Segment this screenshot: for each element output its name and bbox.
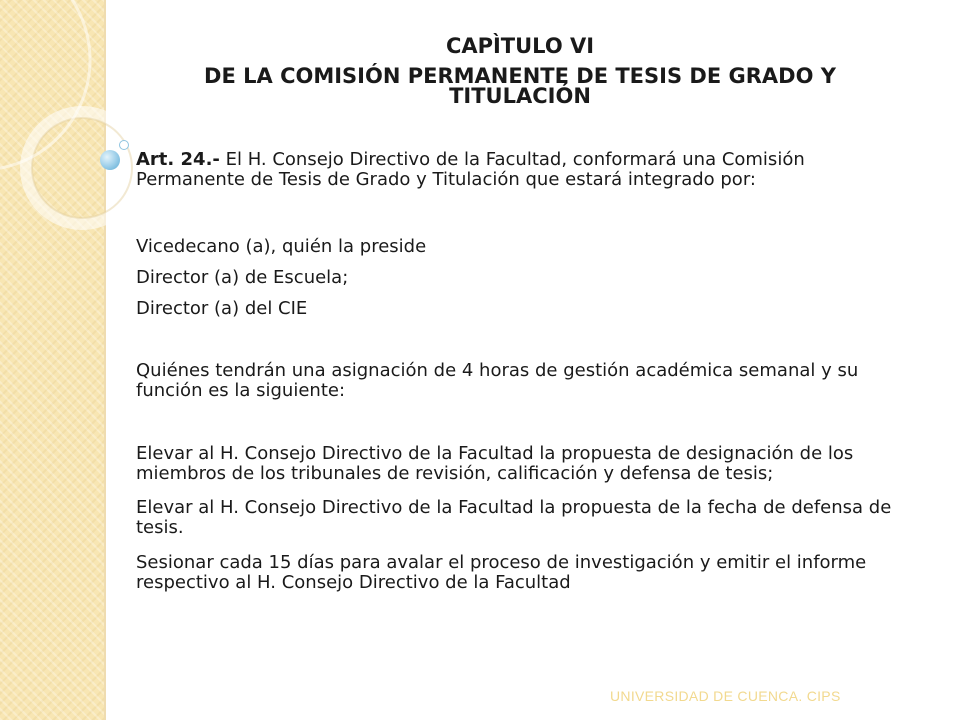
- member-item: Director (a) del CIE: [136, 298, 308, 319]
- function-item: Elevar al H. Consejo Directivo de la Facultad la propuesta de la fecha de defensa de tesis.: [136, 497, 892, 538]
- article-paragraph: [136, 150, 916, 190]
- outer-arc: [0, 0, 90, 170]
- function-item: Sesionar cada 15 días para avalar el proceso de investigación y emitir el informe respectivo al H. Consejo Directivo de la Facultad: [136, 552, 867, 593]
- function-item: Elevar al H. Consejo Directivo de la Facultad la propuesta de designación de los miembros de los tribunales de revisión, calificación y defensa de tesis;: [136, 443, 854, 484]
- chapter-title: DE LA COMISIÓN PERMANENTE DE TESIS DE GRADO Y TITULACIÓN: [204, 64, 836, 108]
- bullet-icon: [100, 150, 120, 170]
- large-ring: [26, 112, 138, 224]
- small-ring-icon: [119, 140, 129, 150]
- large-ring-inner: [32, 118, 132, 218]
- article-text: El H. Consejo Directivo de la Facultad, conformará una Comisión Permanente de Tesis de Grado y Titulación que estará integrado por:: [136, 149, 805, 190]
- article-label: Art. 24.-: [136, 149, 220, 170]
- assignment-paragraph: Quiénes tendrán una asignación de 4 horas de gestión académica semanal y su función es la siguiente:: [136, 360, 859, 401]
- member-item: Director (a) de Escuela;: [136, 267, 349, 288]
- member-item: Vicedecano (a), quién la preside: [136, 236, 427, 257]
- footer-text: UNIVERSIDAD DE CUENCA. CIPS: [610, 688, 841, 704]
- chapter-heading: CAPÌTULO VI: [445, 34, 595, 58]
